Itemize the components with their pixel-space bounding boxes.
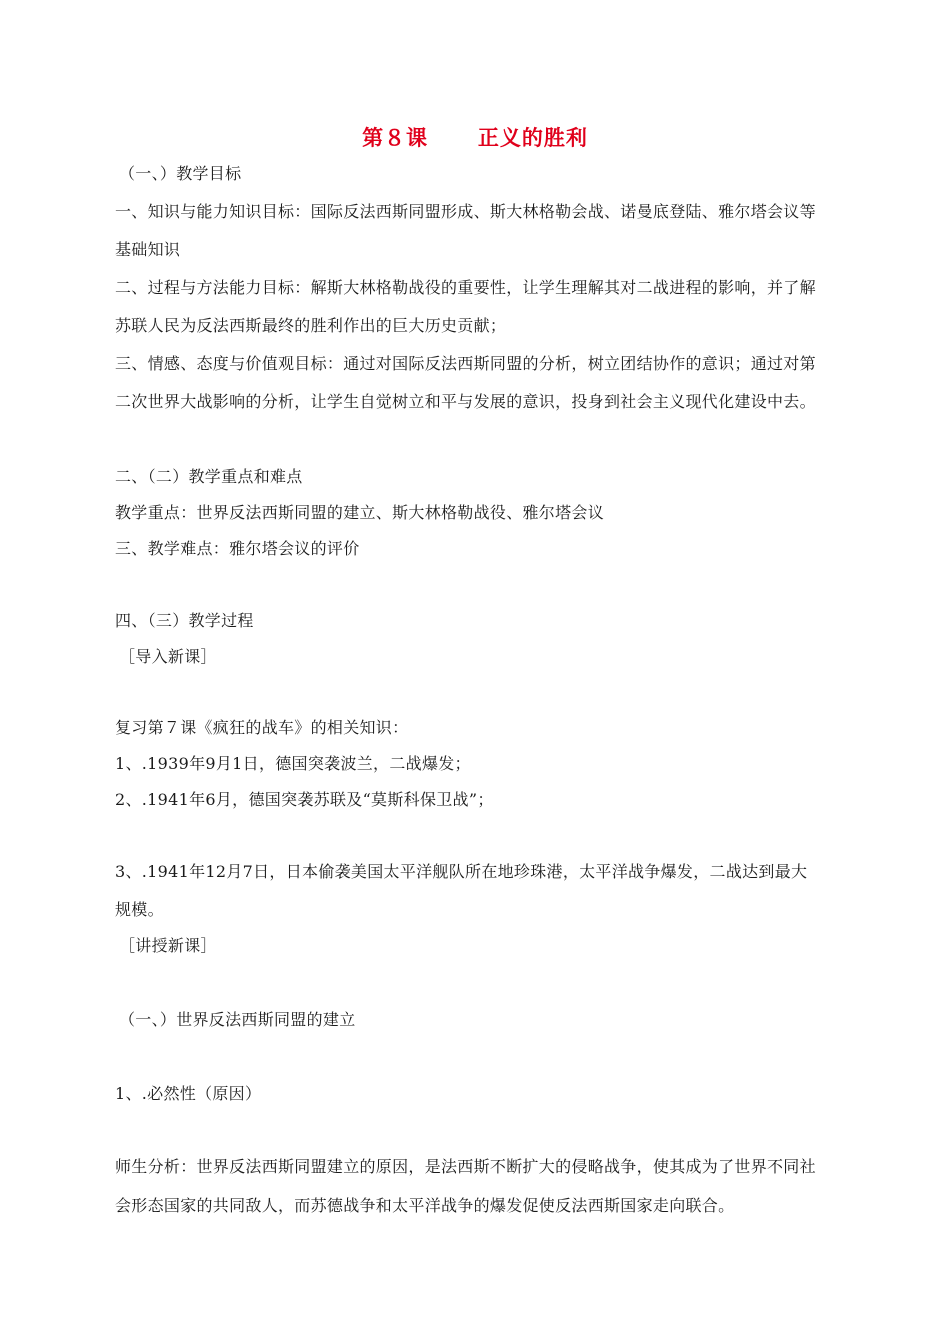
paragraph-line: 二次世界大战影响的分析，让学生自觉树立和平与发展的意识，投身到社会主义现代化建设中去。 xyxy=(115,392,816,411)
lesson-title: 第８课 正义的胜利 xyxy=(362,125,588,150)
list-item: 1、.必然性（原因） xyxy=(115,1084,262,1103)
section-heading-key-points: 二、（二）教学重点和难点 xyxy=(115,467,303,486)
paragraph-line: 基础知识 xyxy=(115,240,181,259)
paragraph-line: 教学重点：世界反法西斯同盟的建立、斯大林格勒战役、雅尔塔会议 xyxy=(115,503,605,522)
list-item: 2、.1941年6月，德国突袭苏联及“莫斯科保卫战”； xyxy=(115,790,494,809)
section-heading-process: 四、（三）教学过程 xyxy=(115,611,254,630)
section-heading-alliance: （一、）世界反法西斯同盟的建立 xyxy=(119,1010,356,1029)
paragraph-line: 师生分析：世界反法西斯同盟建立的原因，是法西斯不断扩大的侵略战争，使其成为了世界不同社 xyxy=(115,1157,816,1176)
subsection-heading: ［讲授新课］ xyxy=(119,936,217,955)
subsection-heading: ［导入新课］ xyxy=(119,647,217,666)
list-item-continuation: 规模。 xyxy=(115,900,164,919)
paragraph-line: 三、教学难点：雅尔塔会议的评价 xyxy=(115,539,360,558)
paragraph-line: 二、过程与方法能力目标：解斯大林格勒战役的重要性，让学生理解其对二战进程的影响，并了解 xyxy=(115,278,816,297)
list-item: 3、.1941年12月7日，日本偷袭美国太平洋舰队所在地珍珠港，太平洋战争爆发，二战达到最大 xyxy=(115,862,808,881)
paragraph-line: 会形态国家的共同敌人，而苏德战争和太平洋战争的爆发促使反法西斯国家走向联合。 xyxy=(115,1196,735,1215)
paragraph-line: 三、情感、态度与价值观目标：通过对国际反法西斯同盟的分析，树立团结协作的意识；通过对第 xyxy=(115,354,816,373)
paragraph-line: 苏联人民为反法西斯最终的胜利作出的巨大历史贡献； xyxy=(115,316,507,335)
section-heading-objectives: （一、）教学目标 xyxy=(119,164,242,183)
list-item: 1、.1939年9月1日，德国突袭波兰，二战爆发； xyxy=(115,754,471,773)
paragraph-line: 复习第７课《疯狂的战车》的相关知识： xyxy=(115,718,409,737)
paragraph-line: 一、知识与能力知识目标：国际反法西斯同盟形成、斯大林格勒会战、诺曼底登陆、雅尔塔会议等 xyxy=(115,202,816,221)
